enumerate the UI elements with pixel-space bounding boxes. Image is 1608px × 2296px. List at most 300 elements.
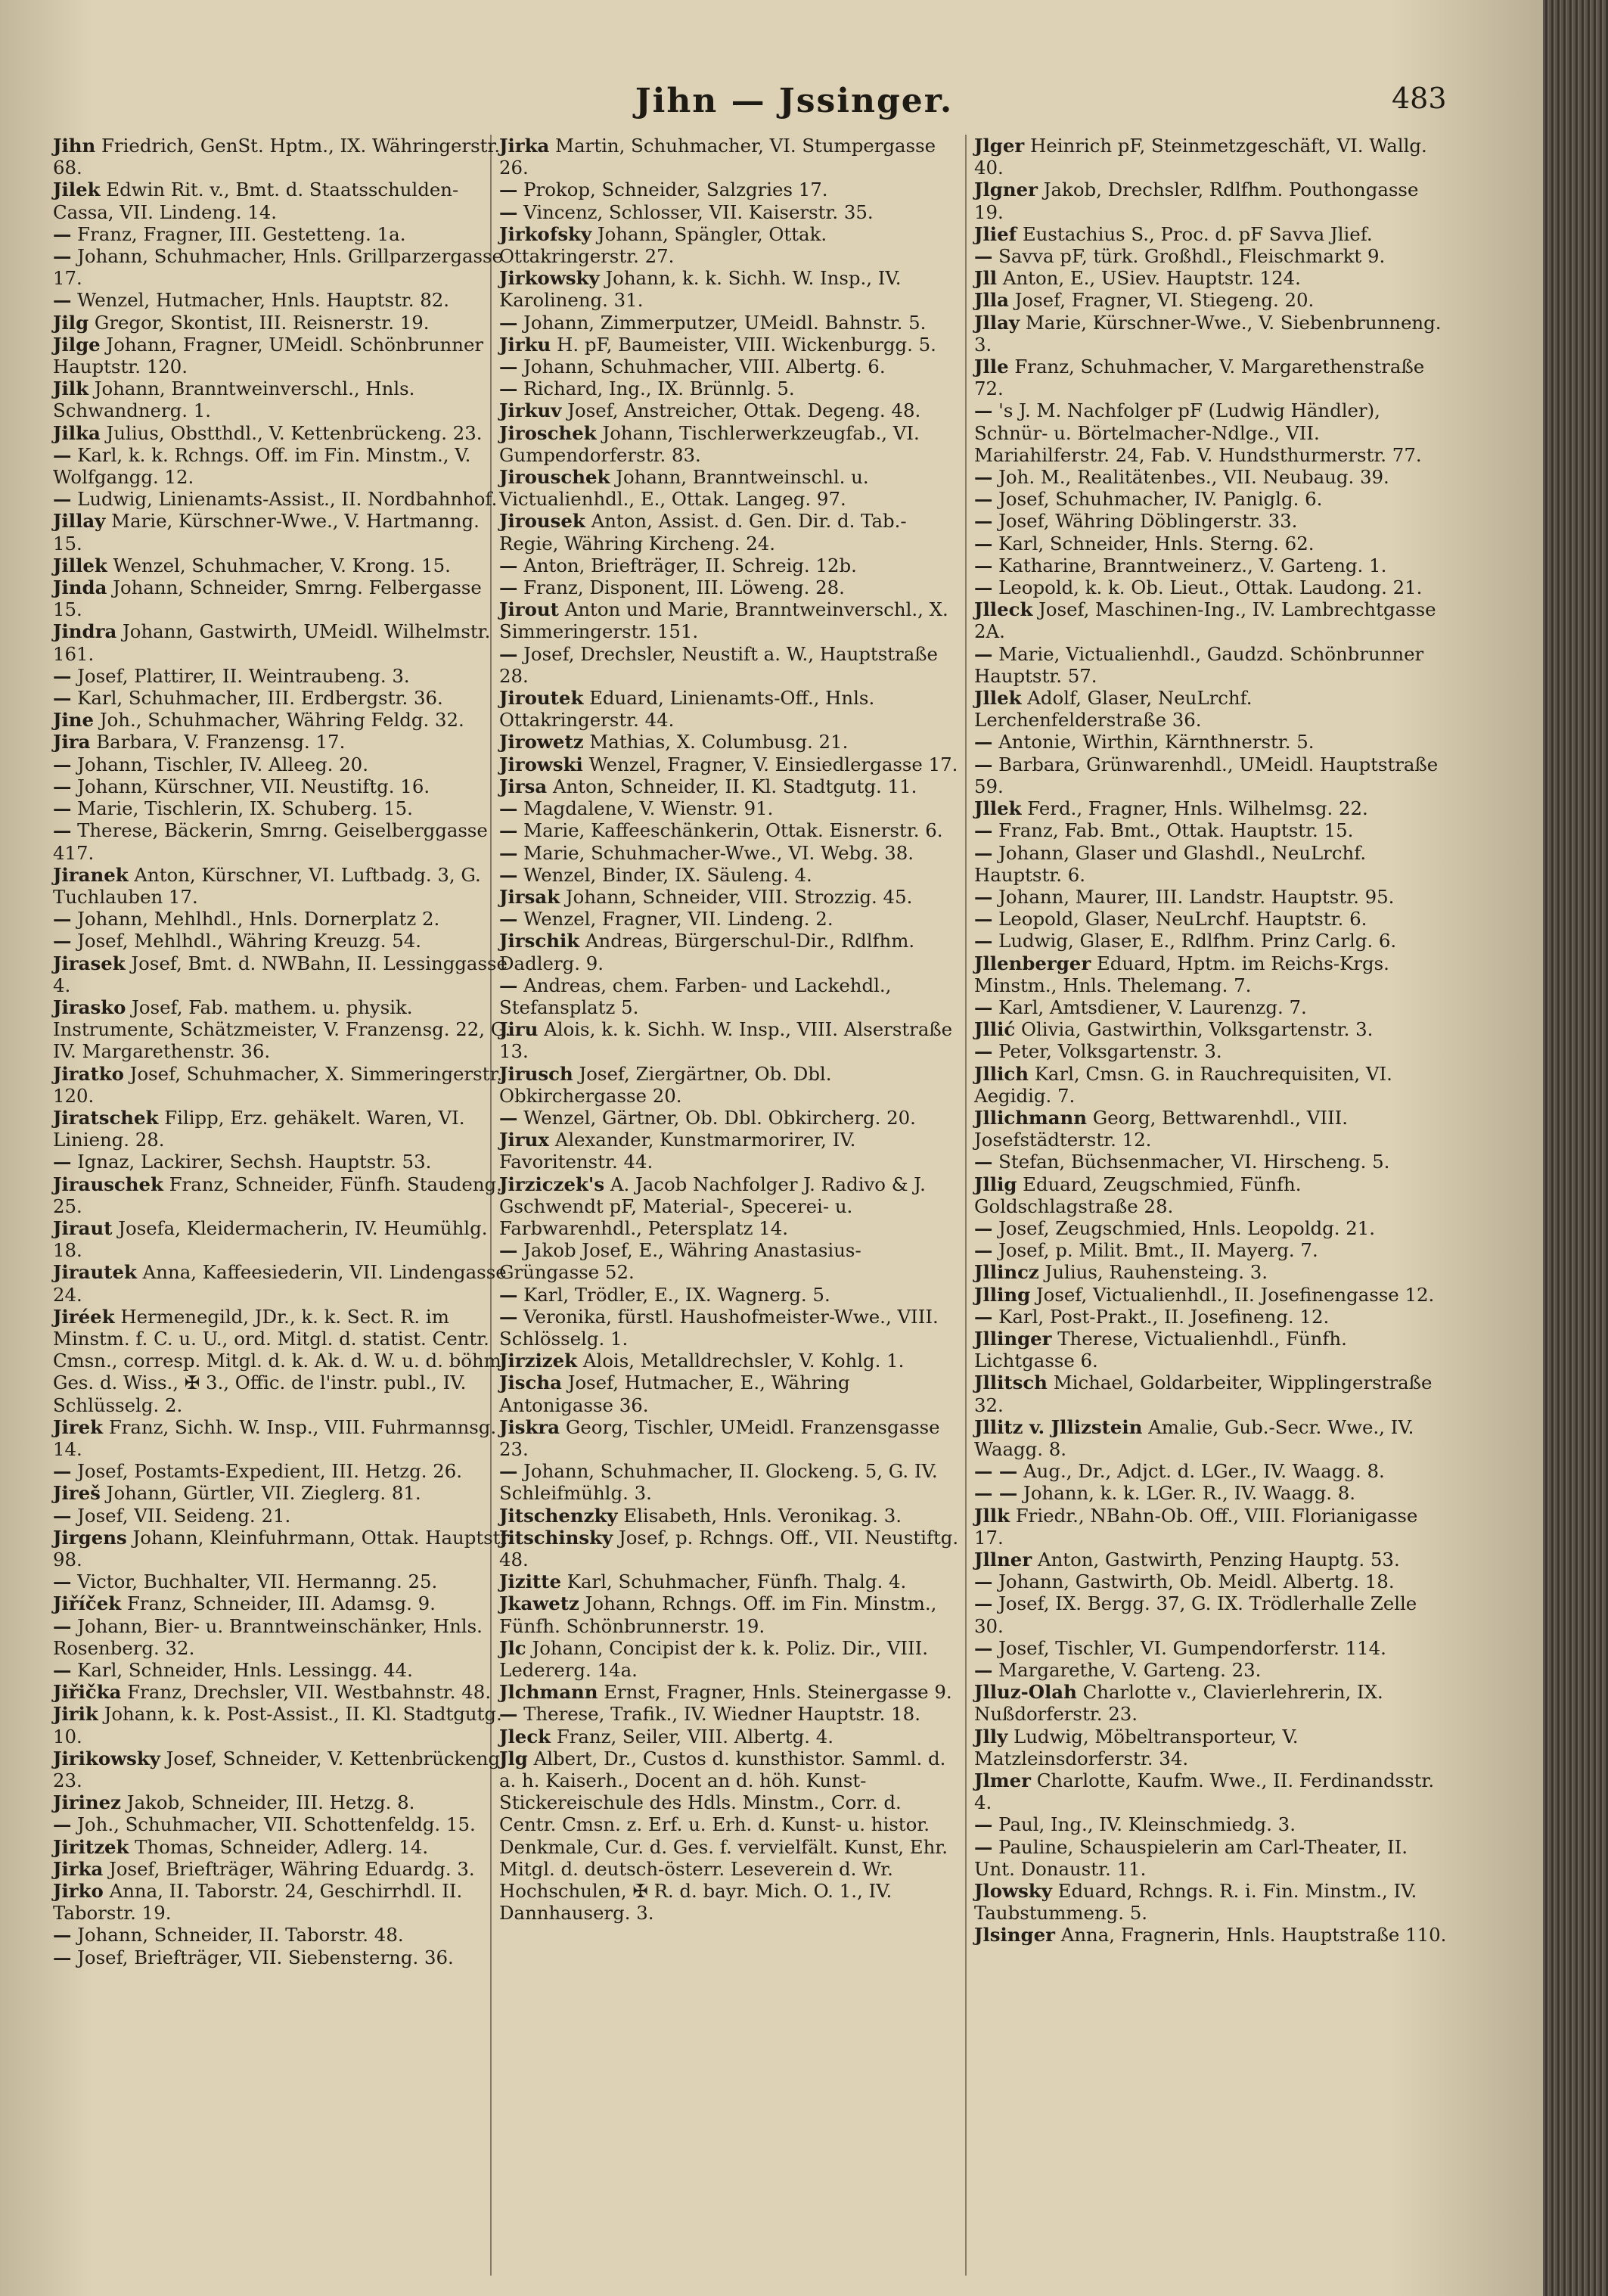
- directory-entry: [53, 1681, 514, 1703]
- entry-name: —: [974, 1835, 993, 1858]
- entry-text: Alois, k. k. Sichh. W. Insp., VIII. Alserstraße 13.: [499, 1018, 953, 1063]
- directory-entry: [974, 356, 1449, 399]
- entry-text: Filipp, Erz. gehäkelt. Waren, VI. Linieng. 28.: [53, 1106, 465, 1151]
- directory-entry: [499, 1350, 961, 1372]
- entry-text: Ignaz, Lackirer, Sechsh. Hauptstr. 53.: [77, 1151, 432, 1173]
- entry-name: —: [974, 1592, 993, 1615]
- entry-name: Jirikowsky: [53, 1747, 160, 1769]
- entry-text: Marie, Kürschner-Wwe., V. Siebenbrunneng. 3.: [974, 311, 1442, 356]
- directory-entry: [53, 930, 514, 952]
- directory-entry: [499, 753, 961, 775]
- entry-name: Jlgner: [974, 179, 1038, 201]
- entry-text: Anton, Gastwirth, Penzing Hauptg. 53.: [1037, 1549, 1400, 1571]
- entry-name: —: [53, 488, 72, 511]
- entry-name: —: [53, 443, 72, 466]
- directory-entry: [974, 1306, 1449, 1328]
- entry-text: Josef, Bmt. d. NWBahn, II. Lessinggasse 4.: [53, 952, 508, 996]
- entry-name: Jirkuv: [499, 399, 562, 422]
- entry-name: Jll: [974, 267, 998, 290]
- entry-text: Amalie, Gub.-Secr. Wwe., IV. Waagg. 8.: [974, 1415, 1414, 1460]
- entry-text: Josef, Mehlhdl., Währing Kreuzg. 54.: [77, 930, 422, 952]
- entry-text: Albert, Dr., Custos d. kunsthistor. Samml. d. a. h. Kaiserh., Docent an d. höh. Kunst-Stickereischule des Hdls. Minstm., Corr. d. Centr. Cmsn. z. Erf. u. Erh. d. Kunst- u. histor. Denkmale, Cur. d. Ges. f. vervielfält. Kunst, Ehr. Mitgl. d. deutsch-österr. Leseverein d. Wr. Hochschulen, ✠ R. d. bayr. Mich. O. 1., IV. Dannhauserg. 3.: [499, 1747, 948, 1925]
- entry-name: Jirkowsky: [499, 267, 600, 290]
- entry-text: Prokop, Schneider, Salzgries 17.: [523, 179, 828, 201]
- entry-text: Johann, k. k. Sichh. W. Insp., IV. Karolineng. 31.: [499, 267, 902, 312]
- entry-text: Josefa, Kleidermacherin, IV. Heumühlg. 18.: [53, 1216, 488, 1262]
- entry-text: Eduard, Hptm. im Reichs-Krgs. Minstm., Hnls. Thelemang. 7.: [974, 952, 1389, 996]
- entry-name: Jischa: [499, 1372, 562, 1394]
- entry-name: Jllitz v. Jllizstein: [974, 1415, 1143, 1438]
- directory-entry: [499, 797, 961, 819]
- entry-name: Jillay: [53, 510, 106, 533]
- entry-text: Therese, Bäckerin, Smrng. Geiselberggasse 417.: [53, 819, 488, 864]
- directory-entry: [974, 643, 1449, 687]
- directory-entry: [53, 1615, 514, 1659]
- directory-entry: [499, 1173, 961, 1240]
- directory-entry: [53, 1748, 514, 1791]
- entry-text: Josef, Postamts-Expedient, III. Hetzg. 26.: [77, 1460, 463, 1483]
- entry-name: —: [499, 797, 518, 820]
- directory-entry: [974, 996, 1449, 1018]
- entry-text: Jakob Josef, E., Währing Anastasius-Grüngasse 52.: [499, 1239, 861, 1284]
- directory-entry: [53, 952, 514, 996]
- entry-name: —: [499, 1239, 518, 1262]
- directory-entry: [53, 555, 514, 576]
- entry-name: —: [499, 1283, 518, 1306]
- directory-entry: [499, 974, 961, 1018]
- directory-entry: [53, 687, 514, 709]
- entry-name: —: [53, 1571, 72, 1593]
- entry-text: Franz, Drechsler, VII. Westbahnstr. 48.: [127, 1681, 492, 1704]
- directory-entry: [499, 1527, 961, 1571]
- entry-text: Johann, k. k. LGer. R., IV. Waagg. 8.: [1023, 1482, 1356, 1505]
- directory-entry: [499, 576, 961, 598]
- entry-text: Wenzel, Fragner, VII. Lindeng. 2.: [523, 908, 833, 931]
- entry-name: Jirko: [53, 1880, 104, 1903]
- directory-entry: [499, 886, 961, 908]
- entry-text: Karl, Amtsdiener, V. Laurenzg. 7.: [998, 996, 1307, 1018]
- directory-entry: [974, 488, 1449, 510]
- directory-entry: [499, 775, 961, 797]
- directory-entry: [53, 1505, 514, 1527]
- directory-entry: [499, 1018, 961, 1062]
- entry-text: Therese, Victualienhdl., Fünfh. Lichtgasse 6.: [974, 1327, 1347, 1372]
- directory-entry: [974, 1372, 1449, 1415]
- directory-entry: [53, 864, 514, 908]
- entry-name: —: [53, 797, 72, 820]
- directory-entry: [974, 1173, 1449, 1217]
- directory-entry: [499, 1681, 961, 1703]
- directory-entry: [499, 312, 961, 334]
- entry-name: Jiratko: [53, 1062, 124, 1085]
- entry-text: Johann, Schuhmacher, VIII. Albertg. 6.: [523, 356, 886, 378]
- entry-text: Jakob, Schneider, III. Hetzg. 8.: [126, 1791, 415, 1814]
- entry-name: —: [974, 1305, 993, 1328]
- entry-text: Karl, Cmsn. G. in Rauchrequisiten, VI. Aegidig. 7.: [974, 1062, 1392, 1107]
- entry-text: Karl, Post-Prakt., II. Josefineng. 12.: [998, 1305, 1330, 1328]
- entry-text: Karl, Schuhmacher, Fünfh. Thalg. 4.: [567, 1571, 907, 1593]
- entry-name: Jlling: [974, 1283, 1031, 1306]
- entry-text: Josef, Victualienhdl., II. Josefinengasse 12.: [1035, 1283, 1435, 1306]
- entry-text: Ernst, Fragner, Hnls. Steinergasse 9.: [604, 1681, 952, 1704]
- entry-name: —: [53, 753, 72, 775]
- entry-name: —: [53, 245, 72, 268]
- entry-text: Joh. M., Realitätenbes., VII. Neubaug. 39.: [998, 466, 1389, 489]
- entry-text: Karl, Schuhmacher, III. Erdbergstr. 36.: [77, 687, 443, 710]
- entry-text: Karl, Schneider, Hnls. Sterng. 62.: [998, 532, 1315, 555]
- directory-entry: [499, 731, 961, 753]
- entry-name: Jllay: [974, 311, 1020, 334]
- entry-name: —: [53, 1659, 72, 1682]
- entry-text: Marie, Kaffeeschänkerin, Ottak. Eisnerstr. 6.: [523, 819, 943, 842]
- entry-text: Friedrich, GenSt. Hptm., IX. Währingerstr. 68.: [53, 135, 501, 179]
- entry-text: Marie, Schuhmacher-Wwe., VI. Webg. 38.: [523, 841, 914, 864]
- entry-name: Jira: [53, 731, 91, 753]
- directory-entry: [974, 797, 1449, 819]
- entry-text: Magdalene, V. Wienstr. 91.: [523, 797, 774, 820]
- entry-text: Johann, Gürtler, VII. Zieglerg. 81.: [106, 1482, 421, 1505]
- entry-name: Jirziczek's: [499, 1173, 605, 1195]
- entry-text: Leopold, k. k. Ob. Lieut., Ottak. Laudong. 21.: [998, 576, 1423, 599]
- entry-name: Jirkofsky: [499, 222, 592, 245]
- entry-text: Josef, p. Milit. Bmt., II. Mayerg. 7.: [998, 1239, 1318, 1262]
- entry-name: Jirzizek: [499, 1350, 578, 1372]
- entry-name: Jkawetz: [499, 1592, 579, 1615]
- directory-entry: [974, 1505, 1449, 1549]
- directory-entry: [974, 1239, 1449, 1261]
- entry-name: Jleck: [499, 1725, 551, 1748]
- entry-text: Barbara, V. Franzensg. 17.: [96, 731, 346, 753]
- entry-name: Jiranek: [53, 863, 129, 886]
- entry-name: Jllig: [974, 1173, 1017, 1195]
- entry-name: —: [499, 377, 518, 400]
- entry-name: —: [53, 687, 72, 710]
- directory-entry: [53, 1527, 514, 1571]
- entry-name: Jlchmann: [499, 1681, 598, 1704]
- directory-entry: [499, 842, 961, 864]
- entry-name: —: [499, 356, 518, 378]
- entry-name: —: [53, 289, 72, 312]
- entry-text: Thomas, Schneider, Adlerg. 14.: [135, 1835, 429, 1858]
- entry-name: Jlmer: [974, 1769, 1031, 1792]
- directory-entry: [974, 1460, 1449, 1482]
- directory-entry: [499, 643, 961, 687]
- directory-entry: [53, 576, 514, 620]
- entry-name: Jihn: [53, 135, 96, 157]
- entry-text: Johann, Schneider, Smrng. Felbergasse 15.: [53, 576, 482, 621]
- page-number: 483: [1392, 82, 1447, 115]
- entry-name: Jillek: [53, 554, 107, 576]
- entry-text: Therese, Trafik., IV. Wiedner Hauptstr. 18.: [523, 1703, 920, 1726]
- directory-entry: [499, 1416, 961, 1460]
- entry-name: Jllinger: [974, 1327, 1052, 1350]
- directory-entry: [499, 1063, 961, 1107]
- entry-name: —: [499, 1460, 518, 1483]
- entry-name: Jiroutek: [499, 687, 584, 710]
- entry-name: Jllitsch: [974, 1372, 1048, 1394]
- entry-text: Josef, Zeugschmied, Hnls. Leopoldg. 21.: [998, 1216, 1376, 1239]
- directory-entry: [974, 1659, 1449, 1681]
- entry-name: —: [53, 775, 72, 797]
- entry-name: Jinda: [53, 576, 107, 599]
- entry-text: Andreas, chem. Farben- und Lackehdl., Stefansplatz 5.: [499, 974, 892, 1018]
- entry-name: —: [499, 179, 518, 201]
- entry-text: Johann, Schuhmacher, Hnls. Grillparzergasse 17.: [53, 245, 503, 290]
- entry-name: —: [53, 1504, 72, 1527]
- entry-name: —: [499, 1305, 518, 1328]
- directory-entry: [974, 1769, 1449, 1813]
- entry-text: Eduard, Linienamts-Off., Hnls. Ottakringerstr. 44.: [499, 687, 875, 732]
- directory-entry: [974, 819, 1449, 841]
- entry-text: Anton und Marie, Branntweinverschl., X. Simmeringerstr. 151.: [499, 598, 948, 643]
- entry-name: Jirik: [53, 1703, 98, 1726]
- entry-name: —: [974, 532, 993, 555]
- entry-name: —: [499, 200, 518, 223]
- entry-name: Jilka: [53, 421, 101, 444]
- entry-name: Jllichmann: [974, 1106, 1087, 1129]
- entry-text: Anton, Assist. d. Gen. Dir. d. Tab.-Regie, Währing Kircheng. 24.: [499, 510, 907, 555]
- directory-entry: [53, 1813, 514, 1835]
- entry-name: Jirautek: [53, 1261, 137, 1284]
- directory-entry: [974, 533, 1449, 555]
- entry-text: Anton, Schneider, II. Kl. Stadtgutg. 11.: [552, 775, 917, 797]
- entry-text: Franz, Fab. Bmt., Ottak. Hauptstr. 15.: [998, 819, 1354, 842]
- directory-entry: [499, 1571, 961, 1592]
- entry-text: Alexander, Kunstmarmorirer, IV. Favoritenstr. 44.: [499, 1129, 856, 1173]
- directory-entry: [974, 1813, 1449, 1835]
- entry-text: Olivia, Gastwirthin, Volksgartenstr. 3.: [1020, 1018, 1374, 1041]
- entry-text: Ludwig, Möbeltransporteur, V. Matzleinsdorferstr. 34.: [974, 1725, 1299, 1769]
- entry-name: Jiru: [499, 1018, 539, 1041]
- entry-text: Eduard, Rchngs. R. i. Fin. Minstm., IV. Taubstummeng. 5.: [974, 1880, 1417, 1925]
- entry-name: Jllk: [974, 1504, 1010, 1527]
- directory-entry: [974, 1261, 1449, 1283]
- entry-text: Wenzel, Gärtner, Ob. Dbl. Obkircherg. 20.: [523, 1106, 916, 1129]
- entry-text: Ludwig, Glaser, E., Rdlfhm. Prinz Carlg. 6.: [998, 930, 1397, 952]
- directory-entry: [499, 1703, 961, 1725]
- directory-entry: [974, 1328, 1449, 1372]
- entry-text: Franz, Schuhmacher, V. Margarethenstraße 72.: [974, 356, 1425, 400]
- entry-name: Jirasko: [53, 996, 126, 1018]
- entry-text: Eduard, Zeugschmied, Fünfh. Goldschlagstraße 28.: [974, 1173, 1302, 1217]
- entry-text: Johann, Branntweinschl. u. Victualienhdl., E., Ottak. Langeg. 97.: [499, 466, 869, 511]
- entry-name: Jlief: [974, 222, 1017, 245]
- entry-name: —: [53, 222, 72, 245]
- directory-entry: [53, 1416, 514, 1460]
- entry-text: Johann, Kürschner, VII. Neustiftg. 16.: [77, 775, 430, 797]
- entry-text: Wenzel, Schuhmacher, V. Krong. 15.: [113, 554, 451, 576]
- entry-text: Anna, Fragnerin, Hnls. Hauptstraße 110.: [1060, 1924, 1447, 1946]
- entry-text: Johann, Gastwirth, UMeidl. Wilhelmstr. 161.: [53, 620, 491, 665]
- directory-entry: [499, 864, 961, 886]
- directory-entry: [974, 842, 1449, 886]
- directory-entry: [499, 334, 961, 356]
- directory-entry: [499, 201, 961, 223]
- entry-text: Josef, Maschinen-Ing., IV. Lambrechtgasse 2A.: [974, 598, 1436, 643]
- directory-entry: [974, 1681, 1449, 1725]
- entry-name: Jllek: [974, 797, 1022, 820]
- entry-text: Johann, k. k. Post-Assist., II. Kl. Stadtgutg. 10.: [53, 1703, 502, 1748]
- directory-entry: [53, 1063, 514, 1107]
- entry-text: Karl, Trödler, E., IX. Wagnerg. 5.: [523, 1283, 830, 1306]
- entry-text: Savva pF, türk. Großhdl., Fleischmarkt 9.: [998, 245, 1386, 268]
- directory-entry: [53, 1173, 514, 1217]
- entry-text: Pauline, Schauspielerin am Carl-Theater, II. Unt. Donaustr. 11.: [974, 1835, 1408, 1880]
- directory-entry: [53, 1151, 514, 1173]
- entry-name: Jlle: [974, 356, 1009, 378]
- directory-entry: [499, 555, 961, 576]
- entry-text: Alois, Metalldrechsler, V. Kohlg. 1.: [582, 1350, 905, 1372]
- entry-name: Jllner: [974, 1549, 1032, 1571]
- entry-name: Jiréek: [53, 1305, 115, 1328]
- directory-entry: [499, 908, 961, 930]
- entry-name: —: [53, 1924, 72, 1946]
- directory-entry: [974, 1924, 1449, 1946]
- entry-name: —: [974, 510, 993, 533]
- entry-name: Jirka: [499, 135, 550, 157]
- directory-entry: [974, 576, 1449, 598]
- entry-text: Martin, Schuhmacher, VI. Stumpergasse 26.: [499, 135, 936, 179]
- directory-entry: [53, 1482, 514, 1504]
- entry-text: Josef, Währing Döblingerstr. 33.: [998, 510, 1298, 533]
- entry-text: Vincenz, Schlosser, VII. Kaiserstr. 35.: [523, 200, 874, 223]
- directory-entry: [974, 1063, 1449, 1107]
- directory-entry: [974, 930, 1449, 952]
- directory-entry: [53, 731, 514, 753]
- entry-name: —: [499, 576, 518, 599]
- entry-name: Jlla: [974, 289, 1009, 312]
- directory-entry: [499, 1592, 961, 1636]
- directory-entry: [53, 1261, 514, 1305]
- entry-name: —: [974, 1571, 993, 1593]
- entry-name: —: [53, 1813, 72, 1836]
- entry-name: Jireš: [53, 1482, 101, 1505]
- directory-entry: [499, 510, 961, 554]
- entry-name: —: [974, 576, 993, 599]
- directory-entry: [53, 1924, 514, 1946]
- entry-text: Franz, Schneider, Fünfh. Staudeng. 25.: [53, 1173, 502, 1217]
- entry-text: Katharine, Branntweinerz., V. Garteng. 1.: [998, 554, 1387, 576]
- entry-text: Franz, Schneider, III. Adamsg. 9.: [126, 1592, 436, 1615]
- entry-text: Wenzel, Hutmacher, Hnls. Hauptstr. 82.: [77, 289, 450, 312]
- entry-text: Johann, Schneider, II. Taborstr. 48.: [77, 1924, 404, 1946]
- column-3: [974, 135, 1449, 1946]
- entry-name: Jirasek: [53, 952, 126, 974]
- entry-name: Jirux: [499, 1129, 549, 1151]
- directory-entry: [974, 135, 1449, 179]
- entry-name: Jiroschek: [499, 421, 597, 444]
- entry-name: Jllek: [974, 687, 1022, 710]
- directory-entry: [974, 399, 1449, 466]
- directory-entry: [53, 1858, 514, 1880]
- entry-name: —: [974, 885, 993, 908]
- entry-text: Josef, Tischler, VI. Gumpendorferstr. 114.: [998, 1636, 1386, 1659]
- entry-name: Jirout: [499, 598, 559, 621]
- entry-text: Anna, Kaffeesiederin, VII. Lindengasse 24.: [53, 1261, 507, 1306]
- directory-entry: [499, 930, 961, 974]
- entry-name: Jlowsky: [974, 1880, 1052, 1903]
- entry-name: —: [499, 311, 518, 334]
- entry-text: Eustachius S., Proc. d. pF Savva Jlief.: [1022, 222, 1373, 245]
- directory-entry: [53, 709, 514, 731]
- entry-text: A. Jacob Nachfolger J. Radivo & J. Gschwendt pF, Material-, Specerei- u. Farbwarenhdl., Petersplatz 14.: [499, 1173, 926, 1239]
- entry-name: Jllić: [974, 1018, 1016, 1041]
- directory-entry: [974, 731, 1449, 753]
- entry-name: —: [974, 930, 993, 952]
- entry-name: Jirauschek: [53, 1173, 163, 1195]
- directory-entry: [53, 1571, 514, 1592]
- entry-text: Josef, IX. Bergg. 37, G. IX. Trödlerhalle Zelle 30.: [974, 1592, 1417, 1637]
- entry-text: Heinrich pF, Steinmetzgeschäft, VI. Wallg. 40.: [974, 135, 1427, 179]
- entry-name: —: [499, 974, 518, 996]
- entry-name: Jindra: [53, 620, 117, 643]
- entry-name: —: [974, 1040, 993, 1063]
- entry-text: Veronika, fürstl. Haushofmeister-Wwe., VIII. Schlösselg. 1.: [499, 1305, 939, 1350]
- directory-entry: [53, 1791, 514, 1813]
- directory-entry: [53, 620, 514, 664]
- directory-entry: [53, 488, 514, 510]
- directory-entry: [974, 952, 1449, 996]
- directory-entry: [53, 1880, 514, 1924]
- entry-text: Josef, Schneider, V. Kettenbrückeng. 23.: [53, 1747, 506, 1792]
- entry-text: Anton, Kürschner, VI. Luftbadg. 3, G. Tuchlauben 17.: [53, 863, 481, 908]
- directory-entry: [974, 1592, 1449, 1636]
- entry-name: Jlger: [974, 135, 1025, 157]
- entry-name: Jirsak: [499, 885, 560, 908]
- directory-entry: [499, 1107, 961, 1129]
- directory-entry: [974, 289, 1449, 311]
- directory-entry: [53, 775, 514, 797]
- entry-text: Josef, Ziergärtner, Ob. Dbl. Obkirchergasse 20.: [499, 1062, 832, 1107]
- entry-name: Jiraut: [53, 1216, 113, 1239]
- entry-text: Andreas, Bürgerschul-Dir., Rdlfhm. Dadlerg. 9.: [499, 930, 915, 974]
- entry-name: Jirusch: [499, 1062, 573, 1085]
- entry-text: Elisabeth, Hnls. Veronikag. 3.: [623, 1504, 902, 1527]
- entry-text: Johann, Tischler, IV. Alleeg. 20.: [77, 753, 368, 775]
- entry-name: Jlly: [974, 1725, 1008, 1748]
- entry-name: —: [53, 819, 72, 842]
- directory-entry: [974, 179, 1449, 222]
- entry-name: Jirgens: [53, 1526, 127, 1549]
- entry-name: Jilek: [53, 179, 101, 201]
- entry-text: Franz, Fragner, III. Gestetteng. 1a.: [77, 222, 406, 245]
- entry-name: —: [974, 908, 993, 931]
- directory-entry: [974, 598, 1449, 642]
- entry-text: Wenzel, Fragner, V. Einsiedlergasse 17.: [588, 753, 958, 775]
- entry-name: Jirinez: [53, 1791, 122, 1814]
- entry-text: Johann, Kleinfuhrmann, Ottak. Hauptstr. 98.: [53, 1526, 514, 1571]
- entry-name: —: [974, 245, 993, 268]
- entry-name: —: [499, 1106, 518, 1129]
- entry-name: —: [53, 1946, 72, 1968]
- entry-text: Johann, Schuhmacher, II. Glockeng. 5, G. IV. Schleifmühlg. 3.: [499, 1460, 938, 1505]
- entry-text: Paul, Ing., IV. Kleinschmiedg. 3.: [998, 1813, 1296, 1836]
- entry-name: —: [53, 908, 72, 931]
- entry-name: —: [974, 488, 993, 511]
- entry-text: Margarethe, V. Garteng. 23.: [998, 1659, 1262, 1682]
- entry-name: —: [499, 819, 518, 842]
- entry-name: —: [974, 466, 993, 489]
- directory-entry: [974, 1107, 1449, 1151]
- entry-name: —: [974, 1216, 993, 1239]
- entry-name: Jizitte: [499, 1571, 561, 1593]
- entry-text: Josef, Anstreicher, Ottak. Degeng. 48.: [567, 399, 921, 422]
- entry-name: —: [974, 731, 993, 753]
- entry-text: Johann, Schneider, VIII. Strozzig. 45.: [565, 885, 913, 908]
- entry-text: Johann, Bier- u. Branntweinschänker, Hnls. Rosenberg. 32.: [53, 1614, 483, 1659]
- directory-entry: [974, 312, 1449, 356]
- directory-entry: [53, 135, 514, 179]
